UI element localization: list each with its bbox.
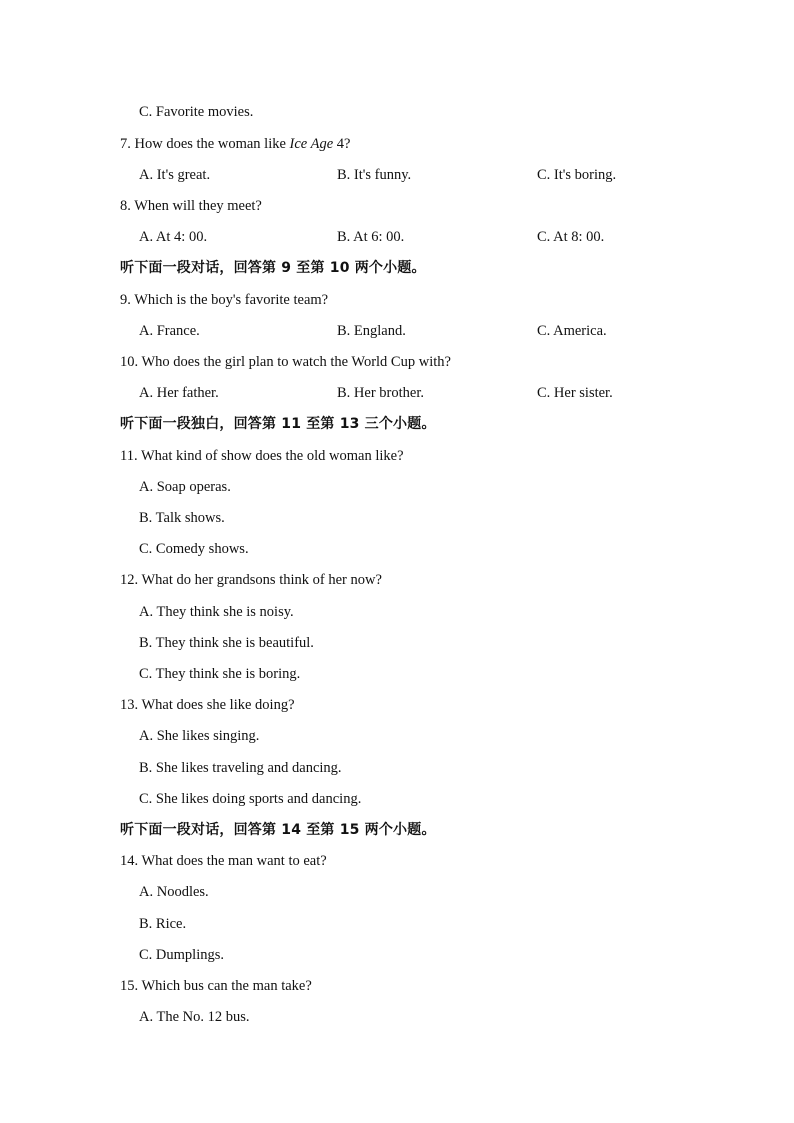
- q8-option-c: C. At 8: 00.: [537, 229, 605, 245]
- q11-stem: 11. What kind of show does the old woman like?: [120, 448, 404, 464]
- q7-stem-suffix: 4?: [333, 136, 351, 152]
- q10-option-b: B. Her brother.: [337, 385, 424, 401]
- section-heading-14-15: 听下面一段对话，回答第 14 至第 15 两个小题。: [120, 822, 436, 838]
- q13-option-c: C. She likes doing sports and dancing.: [139, 791, 362, 807]
- q9-stem: 9. Which is the boy's favorite team?: [120, 292, 329, 308]
- q14-option-b: B. Rice.: [139, 916, 187, 932]
- q7-stem: [120, 135, 350, 153]
- q13-option-a: A. She likes singing.: [139, 728, 260, 744]
- q9-option-b: B. England.: [337, 323, 406, 339]
- q8-option-a: A. At 4: 00.: [139, 229, 208, 245]
- section-heading-11-13: 听下面一段独白，回答第 11 至第 13 三个小题。: [120, 416, 436, 432]
- q10-option-a: A. Her father.: [139, 385, 219, 401]
- q12-option-b: B. They think she is beautiful.: [139, 635, 314, 651]
- q15-stem: 15. Which bus can the man take?: [120, 978, 312, 994]
- q7-option-c: C. It's boring.: [537, 167, 617, 183]
- q7-option-b: B. It's funny.: [337, 167, 412, 183]
- q12-option-c: C. They think she is boring.: [139, 666, 301, 682]
- q11-option-b: B. Talk shows.: [139, 510, 225, 526]
- q15-option-a: A. The No. 12 bus.: [139, 1009, 250, 1025]
- q11-option-a: A. Soap operas.: [139, 479, 231, 495]
- q12-stem: 12. What do her grandsons think of her now?: [120, 572, 382, 588]
- q6-option-c: C. Favorite movies.: [139, 104, 254, 120]
- q7-option-a: A. It's great.: [139, 167, 211, 183]
- q14-stem: 14. What does the man want to eat?: [120, 853, 327, 869]
- q14-option-a: A. Noodles.: [139, 884, 209, 900]
- q14-option-c: C. Dumplings.: [139, 947, 224, 963]
- q10-stem: 10. Who does the girl plan to watch the World Cup with?: [120, 354, 451, 370]
- q9-option-a: A. France.: [139, 323, 200, 339]
- q10-option-c: C. Her sister.: [537, 385, 613, 401]
- q8-option-b: B. At 6: 00.: [337, 229, 405, 245]
- q11-option-c: C. Comedy shows.: [139, 541, 249, 557]
- q7-stem-prefix: 7. How does the woman like: [120, 136, 290, 152]
- q13-stem: 13. What does she like doing?: [120, 697, 295, 713]
- q13-option-b: B. She likes traveling and dancing.: [139, 760, 342, 776]
- q9-option-c: C. America.: [537, 323, 607, 339]
- q12-option-a: A. They think she is noisy.: [139, 604, 294, 620]
- q7-stem-movie-title: Ice Age: [289, 136, 334, 152]
- section-heading-9-10: 听下面一段对话，回答第 9 至第 10 两个小题。: [120, 260, 426, 276]
- q8-stem: 8. When will they meet?: [120, 198, 262, 214]
